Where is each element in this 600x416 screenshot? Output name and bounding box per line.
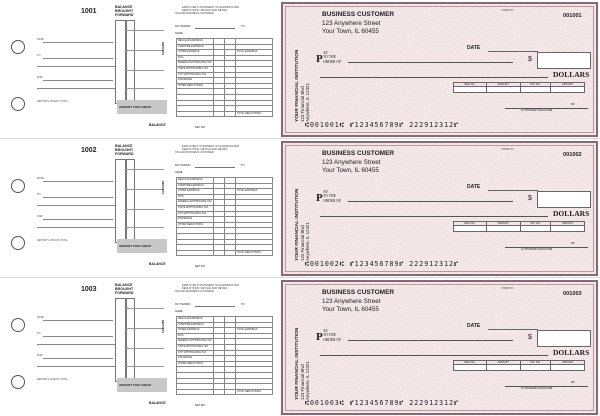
- earnings-row-label: OVERTIME EARNINGS: [177, 44, 214, 50]
- deduction-row-label: INSURANCE: [177, 217, 214, 223]
- net-pay-label: NET PAY: [195, 265, 206, 268]
- mp-mark: MP: [571, 103, 575, 106]
- stub-balance-label: BALANCE: [149, 401, 166, 405]
- micr-line: ⑆001001⑆ ⑈123456789⑈ 222912312⑈: [305, 121, 459, 129]
- stub-to-line[interactable]: [43, 58, 113, 59]
- pay-to-the-order-of: P AY TO THE ORDER OF: [316, 51, 342, 65]
- stub-for-line[interactable]: [43, 358, 113, 359]
- stub-cell: [126, 88, 164, 89]
- statement-business-name: HOLAND BUSINESS CUSTOMER: [175, 290, 214, 293]
- amount-this-check-label: AMOUNT THIS CHECK: [119, 383, 152, 387]
- stub-to-label: TO: [37, 193, 41, 196]
- check-number: 001002: [563, 152, 582, 158]
- financial-institution: YOUR FINANCIAL INSTITUTION 123 Financial Blvd Anywhere, IL 12321: [295, 49, 311, 122]
- pay-period-label: PAY PERIOD: [175, 164, 191, 167]
- business-check: [281, 280, 598, 415]
- deduction-row-label: FICA: [177, 333, 214, 339]
- amount-box[interactable]: [537, 330, 591, 347]
- table-cell[interactable]: [454, 87, 487, 93]
- signature-label: AUTHORIZED SIGNATURE: [521, 248, 553, 251]
- earnings-table: [176, 177, 273, 256]
- statement-business-name: HOLAND BUSINESS CUSTOMER: [175, 12, 214, 15]
- employee-name-label: NAME: [175, 310, 183, 313]
- stub-cell: [126, 50, 164, 51]
- stub-deposits-label: DEPOSITS: [161, 181, 164, 195]
- balance-brought-forward: BALANCE BROUGHT FORWARD: [115, 144, 134, 156]
- earnings-row-label: OTHER EARNINGS: [177, 50, 214, 56]
- pay-to-the-order-of: P AY TO THE ORDER OF: [316, 329, 342, 343]
- invoice-table: [453, 360, 585, 371]
- earnings-row-label: REGULAR EARNINGS: [177, 317, 214, 323]
- amount-box[interactable]: [537, 52, 591, 69]
- stub-cell: [126, 366, 164, 367]
- table-header: INV. NO.: [520, 83, 551, 87]
- stub-cell: [126, 328, 164, 329]
- stub-date-line[interactable]: [43, 320, 113, 321]
- total-deductions-label: TOTAL DEDUCTIONS: [236, 111, 273, 117]
- statement-heading: EMPLOYEE'S STATEMENT OF EARNINGS AND DEDUCTIONS. DETACH AND RETAIN: [182, 145, 240, 151]
- pay-period-line[interactable]: [195, 306, 235, 307]
- table-cell[interactable]: [486, 87, 520, 93]
- table-header: AMOUNT: [551, 361, 585, 365]
- total-earnings-label: TOTAL EARNINGS: [236, 189, 273, 195]
- binder-hole: [11, 236, 25, 250]
- stub-cell: [126, 70, 164, 71]
- perforation-line: [0, 277, 600, 278]
- stub-column-labels: DEPOSITS CHECKS TOTAL: [37, 100, 68, 103]
- deduction-row-label: INSURANCE: [177, 356, 214, 362]
- employee-name-label: NAME: [175, 171, 183, 174]
- earnings-table: [176, 38, 273, 117]
- stub-line: [37, 205, 115, 206]
- stub-line: [37, 366, 115, 367]
- statement-business-name: HOLAND BUSINESS CUSTOMER: [175, 151, 214, 154]
- binder-hole: [11, 318, 25, 332]
- binder-hole: [11, 97, 25, 111]
- signature-label: AUTHORIZED SIGNATURE: [521, 387, 553, 390]
- pay-to-the-order-of: P AY TO THE ORDER OF: [316, 190, 342, 204]
- customer-name: BUSINESS CUSTOMER: [322, 289, 395, 296]
- earnings-statement: [173, 0, 280, 136]
- stub-for-label: FOR: [37, 76, 43, 79]
- customer-street: 123 Anywhere Street: [322, 20, 381, 27]
- micr-line: ⑆001002⑆ ⑈123456789⑈ 222912312⑈: [305, 260, 459, 268]
- amount-this-check-label: AMOUNT THIS CHECK: [119, 244, 152, 248]
- stub-deposits-label: DEPOSITS: [161, 42, 164, 56]
- financial-institution: YOUR FINANCIAL INSTITUTION 123 Financial Blvd Anywhere, IL 12321: [295, 188, 311, 261]
- table-cell[interactable]: [486, 365, 520, 371]
- customer-name: BUSINESS CUSTOMER: [322, 11, 395, 18]
- earnings-table: [176, 316, 273, 395]
- check-number: 001001: [563, 13, 582, 19]
- stub-line: [37, 227, 115, 228]
- amount-this-check-label: AMOUNT THIS CHECK: [119, 105, 152, 109]
- net-pay-label: NET PAY: [195, 126, 206, 129]
- customer-street: 123 Anywhere Street: [322, 298, 381, 305]
- amount-box[interactable]: [537, 191, 591, 208]
- stub-date-label: DATE: [37, 38, 44, 41]
- customer-city: Your Town, IL 60455: [322, 167, 379, 174]
- dollars-label: DOLLARS: [553, 348, 590, 357]
- earnings-row-label: REGULAR EARNINGS: [177, 39, 214, 45]
- date-label: DATE: [467, 45, 481, 51]
- date-field[interactable]: [488, 329, 538, 330]
- business-check: [281, 141, 598, 276]
- table-header: AMOUNT: [551, 83, 585, 87]
- signature-label: AUTHORIZED SIGNATURE: [521, 109, 553, 112]
- stub-cell: [126, 30, 164, 31]
- binder-hole: [11, 179, 25, 193]
- total-deductions-label: TOTAL DEDUCTIONS: [236, 250, 273, 256]
- table-header: AMOUNT: [486, 83, 520, 87]
- stub-cell: [126, 189, 164, 190]
- payee-field[interactable]: [348, 201, 513, 202]
- balance-brought-forward: BALANCE BROUGHT FORWARD: [115, 283, 134, 295]
- invoice-table: [453, 82, 585, 93]
- stub-to-label: TO: [37, 332, 41, 335]
- stub-line: [37, 66, 115, 67]
- stub-check-number: 1003: [81, 286, 97, 293]
- mp-mark: MP: [571, 381, 575, 384]
- business-check: [281, 2, 598, 137]
- mp-mark: MP: [571, 242, 575, 245]
- stub-column-labels: DEPOSITS CHECKS TOTAL: [37, 239, 68, 242]
- deduction-row-label: FEDERAL WITHHOLDING TAX: [177, 61, 214, 67]
- statement-heading: EMPLOYEE'S STATEMENT OF EARNINGS AND DEDUCTIONS. DETACH AND RETAIN: [182, 284, 240, 290]
- payee-field[interactable]: [348, 62, 513, 63]
- earnings-row-label: OVERTIME EARNINGS: [177, 322, 214, 328]
- pay-period-label: PAY PERIOD: [175, 25, 191, 28]
- employee-name-label: NAME: [175, 32, 183, 35]
- stub-for-label: FOR: [37, 354, 43, 357]
- deduction-row-label: CITY WITHHOLDING TAX: [177, 72, 214, 78]
- stub-for-label: FOR: [37, 215, 43, 218]
- stub-cell: [126, 227, 164, 228]
- table-cell[interactable]: [454, 365, 487, 371]
- date-field[interactable]: [488, 51, 538, 52]
- binder-hole: [11, 375, 25, 389]
- earnings-statement: [173, 139, 280, 275]
- deduction-row-label: OTHER DEDUCTIONS: [177, 222, 214, 228]
- written-amount-field[interactable]: [320, 77, 548, 78]
- total-earnings-label: TOTAL EARNINGS: [236, 328, 273, 334]
- check-panel: [0, 139, 600, 277]
- table-cell[interactable]: [551, 226, 585, 232]
- earnings-row-label: OTHER EARNINGS: [177, 328, 214, 334]
- table-cell[interactable]: [551, 87, 585, 93]
- stub-cell: [126, 169, 164, 170]
- stub-balance-label: BALANCE: [149, 262, 166, 266]
- stub-cents-column: [125, 20, 135, 104]
- stub-cell: [126, 348, 164, 349]
- table-header: INV. NO.: [520, 361, 551, 365]
- micr-line: ⑆001003⑆ ⑈123456789⑈ 222912312⑈: [305, 399, 459, 407]
- table-header: REG NO.: [454, 83, 487, 87]
- deduction-row-label: CITY WITHHOLDING TAX: [177, 350, 214, 356]
- earnings-row-label: OVERTIME EARNINGS: [177, 183, 214, 189]
- table-header: AMOUNT: [551, 222, 585, 226]
- dollar-sign: $: [528, 56, 532, 63]
- table-cell[interactable]: [551, 365, 585, 371]
- deduction-row-label: STATE WITHHOLDING TAX: [177, 66, 214, 72]
- check-form-code: CHNBP-53: [501, 287, 514, 290]
- stub-to-line[interactable]: [43, 336, 113, 337]
- table-header: AMOUNT: [486, 361, 520, 365]
- table-header: INV. NO.: [520, 222, 551, 226]
- stub-cell: [126, 209, 164, 210]
- stub-line: [37, 88, 115, 89]
- written-amount-field[interactable]: [320, 355, 548, 356]
- pay-period-to-label: TO: [241, 164, 245, 167]
- table-cell[interactable]: [520, 87, 551, 93]
- table-header: AMOUNT: [486, 222, 520, 226]
- stub-date-line[interactable]: [43, 42, 113, 43]
- stub-check-number: 1001: [81, 8, 97, 15]
- check-stub: [33, 139, 176, 275]
- total-deductions-label: TOTAL DEDUCTIONS: [236, 389, 273, 395]
- balance-brought-forward: BALANCE BROUGHT FORWARD: [115, 5, 134, 17]
- table-cell[interactable]: [520, 226, 551, 232]
- earnings-row-label: OTHER EARNINGS: [177, 189, 214, 195]
- invoice-table: [453, 221, 585, 232]
- stub-balance-label: BALANCE: [149, 123, 166, 127]
- stub-cents-column: [125, 159, 135, 243]
- customer-name: BUSINESS CUSTOMER: [322, 150, 395, 157]
- pay-period-to-label: TO: [241, 303, 245, 306]
- stub-to-label: TO: [37, 54, 41, 57]
- deduction-row-label: INSURANCE: [177, 78, 214, 84]
- payee-field[interactable]: [348, 340, 513, 341]
- check-panel: [0, 278, 600, 416]
- written-amount-field[interactable]: [320, 216, 548, 217]
- deduction-row-label: FEDERAL WITHHOLDING TAX: [177, 200, 214, 206]
- binder-hole: [11, 40, 25, 54]
- financial-institution: YOUR FINANCIAL INSTITUTION 123 Financial Blvd Anywhere, IL 12321: [295, 327, 311, 400]
- table-header: REG NO.: [454, 222, 487, 226]
- deduction-row-label: FEDERAL WITHHOLDING TAX: [177, 339, 214, 345]
- check-stub: [33, 278, 176, 414]
- stub-to-line[interactable]: [43, 197, 113, 198]
- deduction-row-label: STATE WITHHOLDING TAX: [177, 205, 214, 211]
- deduction-row-label: OTHER DEDUCTIONS: [177, 83, 214, 89]
- pay-period-label: PAY PERIOD: [175, 303, 191, 306]
- stub-for-line[interactable]: [43, 80, 113, 81]
- check-form-code: CHNBP-53: [501, 9, 514, 12]
- table-cell[interactable]: [454, 226, 487, 232]
- check-form-code: CHNBP-53: [501, 148, 514, 151]
- total-earnings-label: TOTAL EARNINGS: [236, 50, 273, 56]
- dollar-sign: $: [528, 334, 532, 341]
- earnings-statement: [173, 278, 280, 414]
- deduction-row-label: FICA: [177, 55, 214, 61]
- customer-city: Your Town, IL 60455: [322, 28, 379, 35]
- statement-heading: EMPLOYEE'S STATEMENT OF EARNINGS AND DEDUCTIONS. DETACH AND RETAIN: [182, 6, 240, 12]
- stub-line: [37, 344, 115, 345]
- check-panel: [0, 0, 600, 138]
- stub-date-label: DATE: [37, 177, 44, 180]
- deduction-row-label: CITY WITHHOLDING TAX: [177, 211, 214, 217]
- customer-street: 123 Anywhere Street: [322, 159, 381, 166]
- date-field[interactable]: [488, 190, 538, 191]
- deduction-row-label: FICA: [177, 194, 214, 200]
- customer-city: Your Town, IL 60455: [322, 306, 379, 313]
- perforation-line: [0, 138, 600, 139]
- deduction-row-label: OTHER DEDUCTIONS: [177, 361, 214, 367]
- stub-check-number: 1002: [81, 147, 97, 154]
- stub-cell: [126, 308, 164, 309]
- stub-date-label: DATE: [37, 316, 44, 319]
- stub-for-line[interactable]: [43, 219, 113, 220]
- dollars-label: DOLLARS: [553, 70, 590, 79]
- stub-cents-column: [125, 298, 135, 382]
- dollar-sign: $: [528, 195, 532, 202]
- pay-period-line[interactable]: [195, 167, 235, 168]
- stub-deposits-label: DEPOSITS: [161, 320, 164, 334]
- table-cell[interactable]: [520, 365, 551, 371]
- deduction-row-label: STATE WITHHOLDING TAX: [177, 344, 214, 350]
- pay-period-line[interactable]: [195, 28, 235, 29]
- stub-date-line[interactable]: [43, 181, 113, 182]
- dollars-label: DOLLARS: [553, 209, 590, 218]
- stub-column-labels: DEPOSITS CHECKS TOTAL: [37, 378, 68, 381]
- check-stub: [33, 0, 176, 136]
- date-label: DATE: [467, 184, 481, 190]
- table-header: REG NO.: [454, 361, 487, 365]
- net-pay-label: NET PAY: [195, 404, 206, 407]
- check-number: 001003: [563, 291, 582, 297]
- date-label: DATE: [467, 323, 481, 329]
- earnings-row-label: REGULAR EARNINGS: [177, 178, 214, 184]
- table-cell[interactable]: [486, 226, 520, 232]
- pay-period-to-label: TO: [241, 25, 245, 28]
